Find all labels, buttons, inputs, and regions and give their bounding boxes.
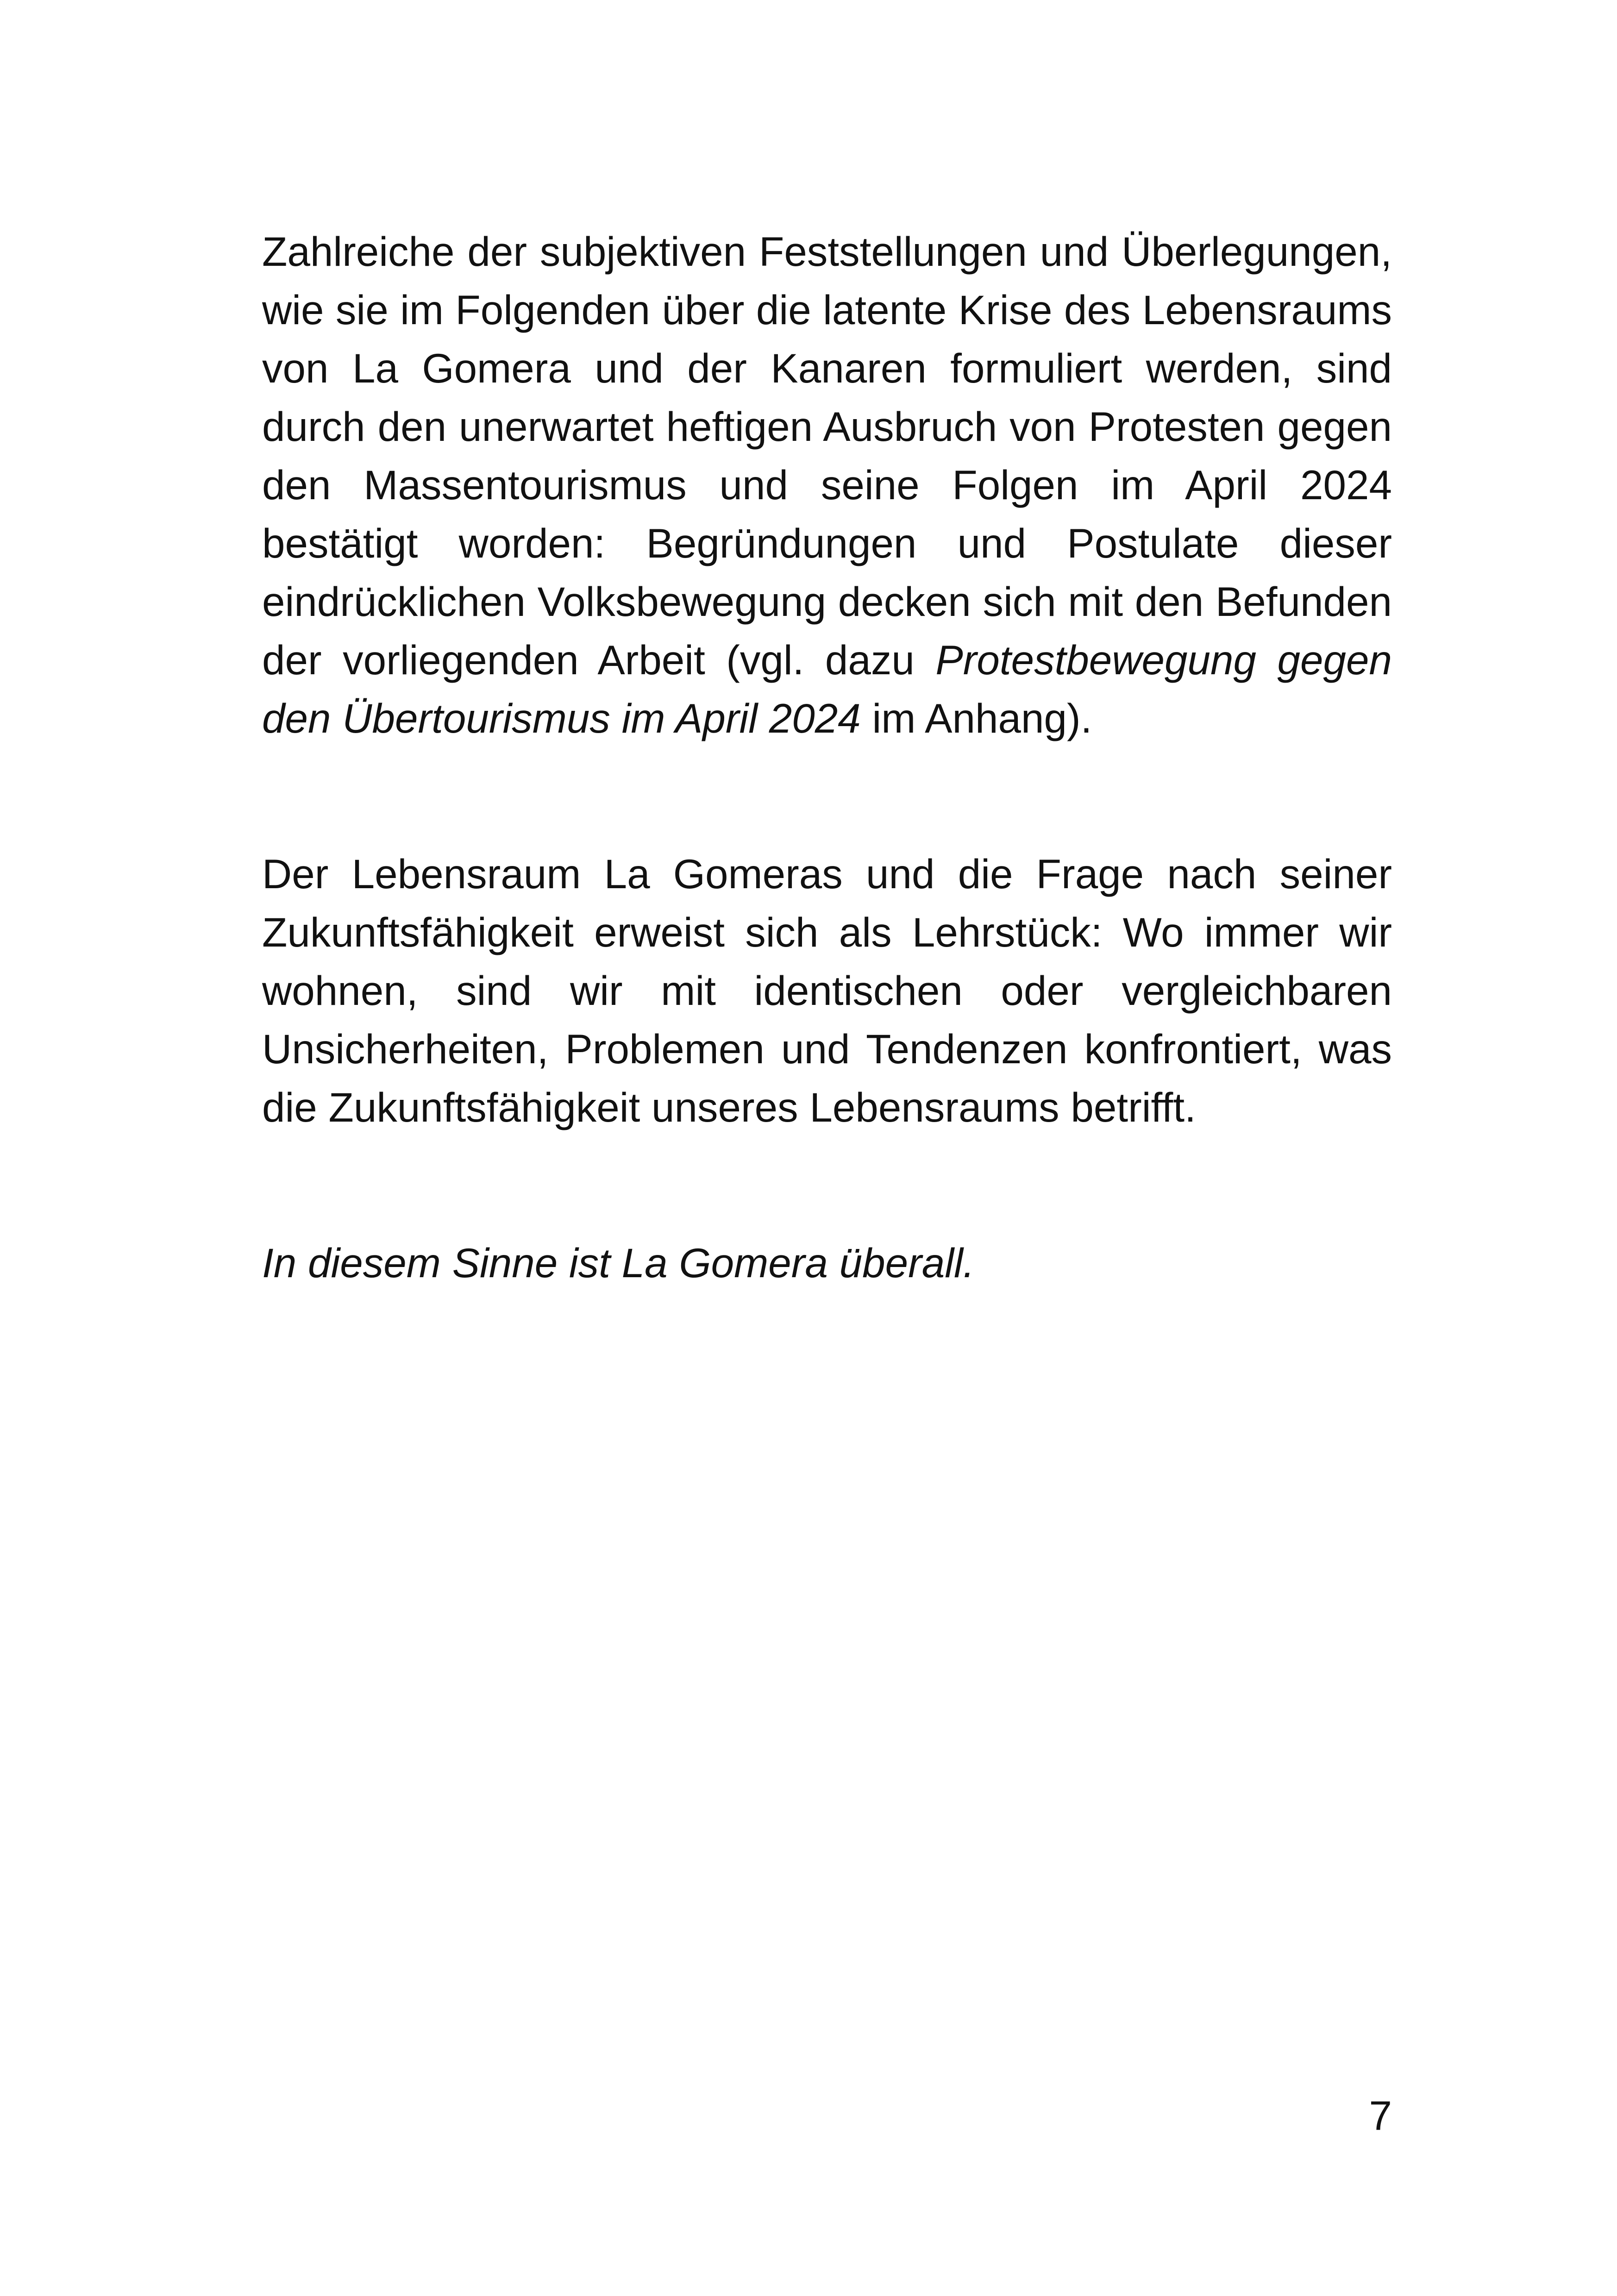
paragraph-1-italic-reference: Protestbewegung gegen den Übertourismus im April 2024 (262, 637, 1392, 741)
page-number: 7 (1369, 2092, 1392, 2139)
paragraph-3-closing-statement: In diesem Sinne ist La Gomera überall. (262, 1240, 975, 1286)
paragraph-1-text-end: im Anhang). (860, 695, 1092, 741)
paragraph-1-text: Zahlreiche der subjektiven Feststellungen und Überlegungen, wie sie im Folgenden über die latente Krise des Lebensraums von La Gomera und der Kanaren formuliert werden, sind durch den unerwartet heftigen Ausbruch von Protesten gegen den Massentourismus und seine Folgen im April 2024 bestätigt worden: Begründungen und Postulate dieser eindrücklichen Volksbewegung decken sich mit den Befunden der vorliegenden Arbeit (vgl. dazu (262, 228, 1392, 683)
paragraph-1 (262, 222, 1392, 747)
paragraph-2: Der Lebensraum La Gomeras und die Frage nach seiner Zukunftsfähigkeit erweist sich als Lehrstück: Wo immer wir wohnen, sind wir mit identischen oder vergleichbaren Unsicherheiten, Problemen und Tendenzen konfrontiert, was die Zukunftsfähigkeit unseres Lebensraums betrifft. (262, 851, 1392, 1130)
body-text (262, 222, 1392, 1292)
